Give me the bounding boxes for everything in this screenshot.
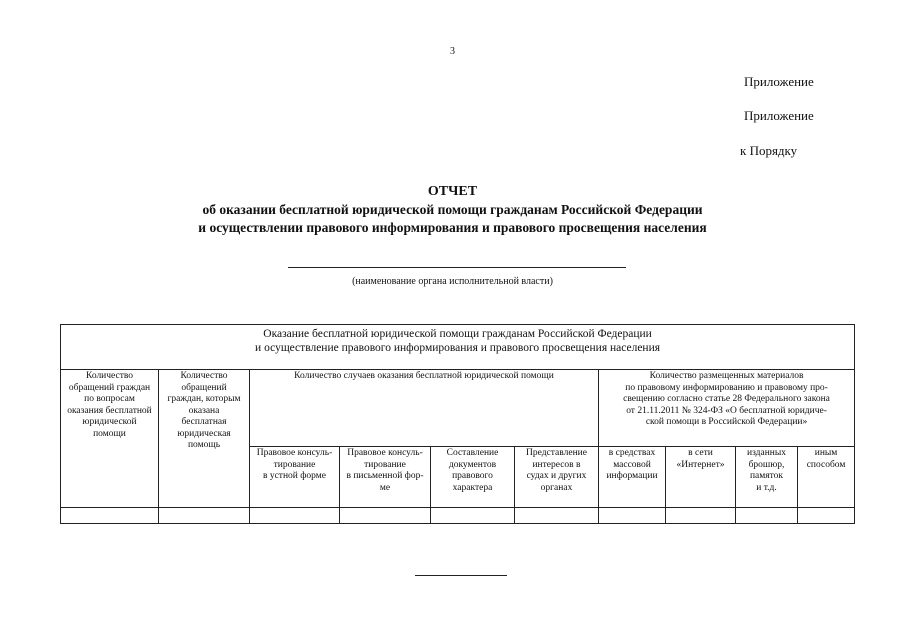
- report-table: [60, 324, 855, 524]
- header-other-method: [798, 447, 855, 508]
- header-line: оказана: [188, 405, 220, 416]
- header-line: Правовое консуль-: [256, 448, 333, 458]
- table-cell: [159, 508, 250, 524]
- header-legal-aid-cases: Количество случаев оказания бесплатной юридической помощи: [250, 370, 599, 447]
- bottom-rule: [415, 575, 507, 576]
- header-line: юридическая: [177, 428, 231, 439]
- header-line: документов: [448, 459, 497, 470]
- appendix-label-2: Приложение: [744, 108, 814, 123]
- header-line: органах: [540, 482, 573, 493]
- header-line: в устной форме: [262, 471, 326, 481]
- table-cell: [250, 508, 340, 524]
- header-line: обращений граждан: [68, 382, 151, 393]
- appendix-label-1: Приложение: [744, 74, 814, 89]
- header-line: массовой: [613, 459, 651, 470]
- header-line: и т.д.: [756, 482, 777, 493]
- header-line: Количество: [180, 371, 228, 381]
- table-cell: [431, 508, 515, 524]
- header-line: правового: [452, 471, 493, 481]
- header-line: памяток: [749, 471, 784, 481]
- header-line: Количество: [85, 371, 134, 381]
- header-line: в письменной фор-: [346, 471, 424, 481]
- header-line: интересов в: [532, 459, 581, 470]
- org-name-line: [288, 267, 626, 268]
- header-appeals-count: [61, 370, 159, 508]
- header-line: тирование: [273, 459, 316, 470]
- report-title-line-3: и осуществлении правового информирования и правового просвещения населения: [198, 220, 707, 235]
- header-line: оказания бесплатной: [67, 405, 152, 416]
- header-mass-media: [599, 447, 666, 508]
- header-court-representation: [515, 447, 599, 508]
- header-oral-consultation: [250, 447, 340, 508]
- org-name-caption: (наименование органа исполнительной власти): [352, 276, 553, 287]
- table-cell: [666, 508, 736, 524]
- header-written-consultation: [340, 447, 431, 508]
- header-line: помощи: [93, 428, 126, 439]
- header-line: информации: [606, 471, 658, 481]
- appendix-label-order: к Порядку: [740, 143, 798, 158]
- table-main-header: [61, 325, 855, 370]
- table-cell: [340, 508, 431, 524]
- header-line: изданных: [746, 448, 787, 458]
- page-number: 3: [450, 46, 455, 57]
- header-line: по вопросам: [84, 394, 135, 404]
- table-cell: [798, 508, 855, 524]
- header-line: бесплатная: [181, 417, 227, 427]
- header-line: «Интернет»: [676, 459, 725, 470]
- header-line: иным: [814, 448, 838, 458]
- header-line: брошюр,: [748, 459, 785, 470]
- report-title-line-2: об оказании бесплатной юридической помощи гражданам Российской Федерации: [202, 202, 703, 217]
- table-cell: [599, 508, 666, 524]
- table-row: [61, 508, 855, 524]
- header-line: способом: [806, 459, 846, 470]
- header-line: ской помощи в Российской Федерации»: [645, 417, 808, 427]
- header-line: от 21.11.2011 № 324-ФЗ «О бесплатной юридиче-: [626, 405, 827, 416]
- report-title: [0, 183, 905, 237]
- table-cell: [61, 508, 159, 524]
- header-assisted-count: [159, 370, 250, 508]
- header-line: тирование: [364, 459, 406, 470]
- report-title-main: ОТЧЕТ: [427, 184, 478, 199]
- table-main-header-line: Оказание бесплатной юридической помощи гражданам Российской Федерации: [263, 328, 652, 340]
- table-cell: [515, 508, 599, 524]
- header-brochures: [736, 447, 798, 508]
- header-line: юридической: [82, 417, 137, 427]
- header-line: граждан, которым: [167, 394, 241, 404]
- header-line: по правовому информированию и правовому про-: [625, 382, 828, 393]
- header-line: Представление: [526, 448, 587, 458]
- header-line: Составление: [446, 448, 499, 458]
- header-line: свещению согласно статье 28 Федерального закона: [623, 394, 830, 404]
- header-line: Правовое консуль-: [347, 448, 423, 458]
- header-line: характера: [452, 482, 493, 493]
- header-legal-documents: [431, 447, 515, 508]
- header-line: в средствах: [608, 448, 656, 458]
- table-main-header-line: и осуществление правового информирования и правового просвещения населения: [255, 342, 661, 354]
- header-line: судах и других: [526, 471, 587, 481]
- header-line: ме: [379, 482, 391, 493]
- header-line: в сети: [688, 448, 713, 458]
- header-line: Количество размещенных материалов: [649, 371, 804, 381]
- header-line: помощь: [187, 440, 221, 450]
- table-cell: [736, 508, 798, 524]
- header-published-materials: [599, 370, 855, 447]
- header-internet: [666, 447, 736, 508]
- header-line: обращений: [181, 382, 227, 393]
